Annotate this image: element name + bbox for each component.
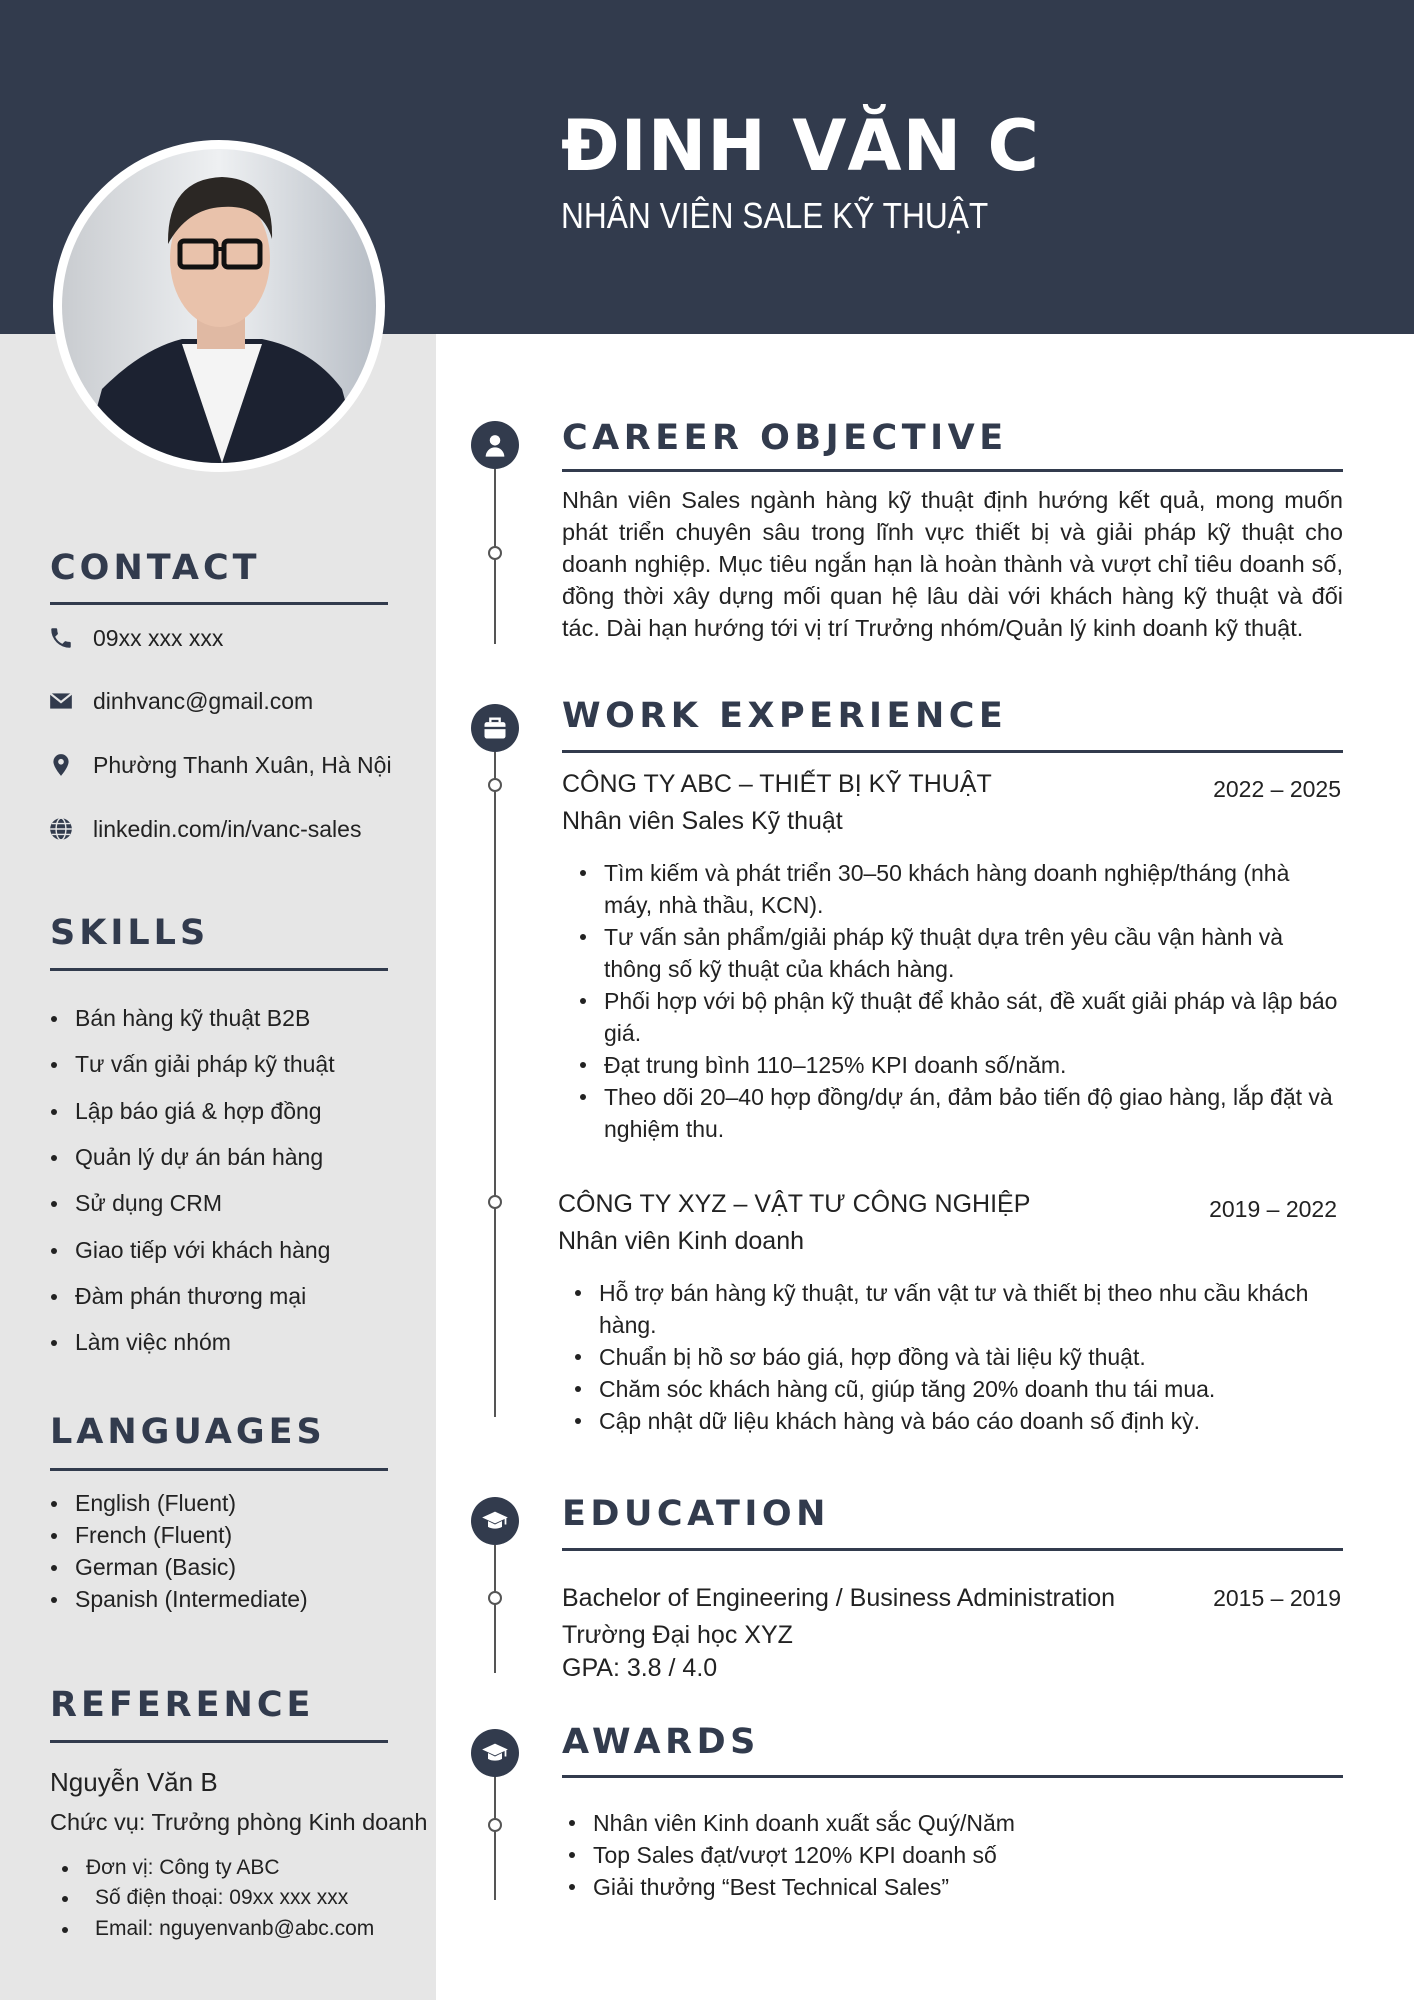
responsibility-item: Cập nhật dữ liệu khách hàng và báo cáo doanh số định kỳ. bbox=[575, 1405, 1341, 1437]
skill-item: Tư vấn giải pháp kỹ thuật bbox=[51, 1049, 335, 1079]
user-icon bbox=[471, 421, 519, 469]
responsibility-item: Tư vấn sản phẩm/giải pháp kỹ thuật dựa trên yêu cầu vận hành và thông số kỹ thuật của khách hàng. bbox=[580, 921, 1342, 985]
reference-detail[interactable]: Email: nguyenvanb@abc.com bbox=[62, 1914, 374, 1944]
divider bbox=[562, 750, 1343, 753]
divider bbox=[562, 469, 1343, 472]
job-responsibilities bbox=[575, 1277, 1341, 1437]
career-objective-heading: CAREER OBJECTIVE bbox=[562, 418, 1008, 458]
responsibility-item: Chuẩn bị hồ sơ báo giá, hợp đồng và tài liệu kỹ thuật. bbox=[575, 1341, 1341, 1373]
timeline-dot bbox=[488, 546, 502, 560]
award-item: Giải thưởng “Best Technical Sales” bbox=[569, 1871, 1339, 1903]
school-name: Trường Đại học XYZ bbox=[562, 1621, 793, 1649]
globe-icon bbox=[48, 816, 74, 842]
job-role: Nhân viên Kinh doanh bbox=[558, 1227, 805, 1255]
divider bbox=[50, 1468, 388, 1471]
awards-list bbox=[569, 1807, 1339, 1903]
awards-heading: AWARDS bbox=[562, 1722, 760, 1762]
divider bbox=[50, 968, 388, 971]
divider bbox=[562, 1775, 1343, 1778]
skill-item: Bán hàng kỹ thuật B2B bbox=[51, 1003, 310, 1033]
reference-heading: REFERENCE bbox=[50, 1685, 315, 1725]
job-years: 2022 – 2025 bbox=[1213, 776, 1341, 802]
reference-name: Nguyễn Văn B bbox=[50, 1767, 218, 1797]
award-item: Nhân viên Kinh doanh xuất sắc Quý/Năm bbox=[569, 1807, 1339, 1839]
language-item: Spanish (Intermediate) bbox=[51, 1584, 308, 1614]
contact-linkedin[interactable]: linkedin.com/in/vanc-sales bbox=[93, 816, 362, 842]
contact-heading: CONTACT bbox=[50, 548, 261, 588]
job-role: Nhân viên Sales Kỹ thuật bbox=[562, 807, 843, 835]
language-item: German (Basic) bbox=[51, 1552, 236, 1582]
contact-phone: 09xx xxx xxx bbox=[93, 625, 224, 651]
graduation-cap-icon bbox=[471, 1497, 519, 1545]
briefcase-icon bbox=[471, 704, 519, 752]
languages-heading: LANGUAGES bbox=[50, 1412, 326, 1452]
responsibility-item: Theo dõi 20–40 hợp đồng/dự án, đảm bảo tiến độ giao hàng, lắp đặt và nghiệm thu. bbox=[580, 1081, 1342, 1145]
job-company: CÔNG TY ABC – THIẾT BỊ KỸ THUẬT bbox=[562, 770, 992, 798]
reference-position: Chức vụ: Trưởng phòng Kinh doanh bbox=[50, 1809, 428, 1835]
divider bbox=[562, 1548, 1343, 1551]
degree: Bachelor of Engineering / Business Administration bbox=[562, 1584, 1116, 1612]
education-heading: EDUCATION bbox=[562, 1494, 830, 1534]
timeline-line bbox=[494, 1545, 496, 1673]
award-item: Top Sales đạt/vượt 120% KPI doanh số bbox=[569, 1839, 1339, 1871]
reference-detail: Số điện thoại: 09xx xxx xxx bbox=[62, 1883, 348, 1913]
responsibility-item: Hỗ trợ bán hàng kỹ thuật, tư vấn vật tư và thiết bị theo nhu cầu khách hàng. bbox=[575, 1277, 1341, 1341]
job-title: NHÂN VIÊN SALE KỸ THUẬT bbox=[561, 195, 989, 236]
phone-icon bbox=[48, 625, 74, 651]
timeline-dot bbox=[488, 1195, 502, 1209]
reference-detail: Đơn vị: Công ty ABC bbox=[62, 1853, 280, 1883]
candidate-name: ĐINH VĂN C bbox=[561, 105, 1040, 187]
skill-item: Lập báo giá & hợp đồng bbox=[51, 1096, 322, 1126]
timeline-dot bbox=[488, 1591, 502, 1605]
skill-item: Sử dụng CRM bbox=[51, 1188, 222, 1218]
responsibility-item: Chăm sóc khách hàng cũ, giúp tăng 20% doanh thu tái mua. bbox=[575, 1373, 1341, 1405]
skill-item: Giao tiếp với khách hàng bbox=[51, 1235, 330, 1265]
education-years: 2015 – 2019 bbox=[1213, 1585, 1341, 1611]
skills-heading: SKILLS bbox=[50, 913, 210, 953]
skill-item: Đàm phán thương mại bbox=[51, 1281, 306, 1311]
work-experience-heading: WORK EXPERIENCE bbox=[562, 696, 1008, 736]
job-responsibilities bbox=[580, 857, 1342, 1145]
envelope-icon bbox=[48, 688, 74, 714]
language-item: English (Fluent) bbox=[51, 1488, 236, 1518]
timeline-dot bbox=[488, 1818, 502, 1832]
responsibility-item: Phối hợp với bộ phận kỹ thuật để khảo sát, đề xuất giải pháp và lập báo giá. bbox=[580, 985, 1342, 1049]
timeline-line bbox=[494, 752, 496, 1417]
profile-photo bbox=[53, 140, 385, 472]
divider bbox=[50, 602, 388, 605]
graduation-cap-icon bbox=[471, 1729, 519, 1777]
responsibility-item: Tìm kiếm và phát triển 30–50 khách hàng doanh nghiệp/tháng (nhà máy, nhà thầu, KCN). bbox=[580, 857, 1342, 921]
skill-item: Quản lý dự án bán hàng bbox=[51, 1142, 323, 1172]
map-pin-icon bbox=[48, 752, 74, 778]
divider bbox=[50, 1740, 388, 1743]
job-company: CÔNG TY XYZ – VẬT TƯ CÔNG NGHIỆP bbox=[558, 1190, 1031, 1218]
contact-address: Phường Thanh Xuân, Hà Nội bbox=[93, 752, 392, 778]
career-objective-text: Nhân viên Sales ngành hàng kỹ thuật định hướng kết quả, mong muốn phát triển chuyên sâu trong lĩnh vực thiết bị và giải pháp kỹ thuật cho doanh nghiệp. Mục tiêu ngắn hạn là hoàn thành và vượt chỉ tiêu doanh số, đồng thời xây dựng mối quan hệ lâu dài với khách hàng kỹ thuật và đối tác. Dài hạn hướng tới vị trí Trưởng nhóm/Quản lý kinh doanh kỹ thuật. bbox=[562, 487, 1343, 641]
timeline-dot bbox=[488, 778, 502, 792]
gpa: GPA: 3.8 / 4.0 bbox=[562, 1654, 718, 1682]
job-years: 2019 – 2022 bbox=[1209, 1196, 1337, 1222]
contact-email[interactable]: dinhvanc@gmail.com bbox=[93, 688, 314, 714]
timeline-line bbox=[494, 1776, 496, 1900]
language-item: French (Fluent) bbox=[51, 1520, 232, 1550]
skill-item: Làm việc nhóm bbox=[51, 1327, 231, 1357]
responsibility-item: Đạt trung bình 110–125% KPI doanh số/năm. bbox=[580, 1049, 1342, 1081]
